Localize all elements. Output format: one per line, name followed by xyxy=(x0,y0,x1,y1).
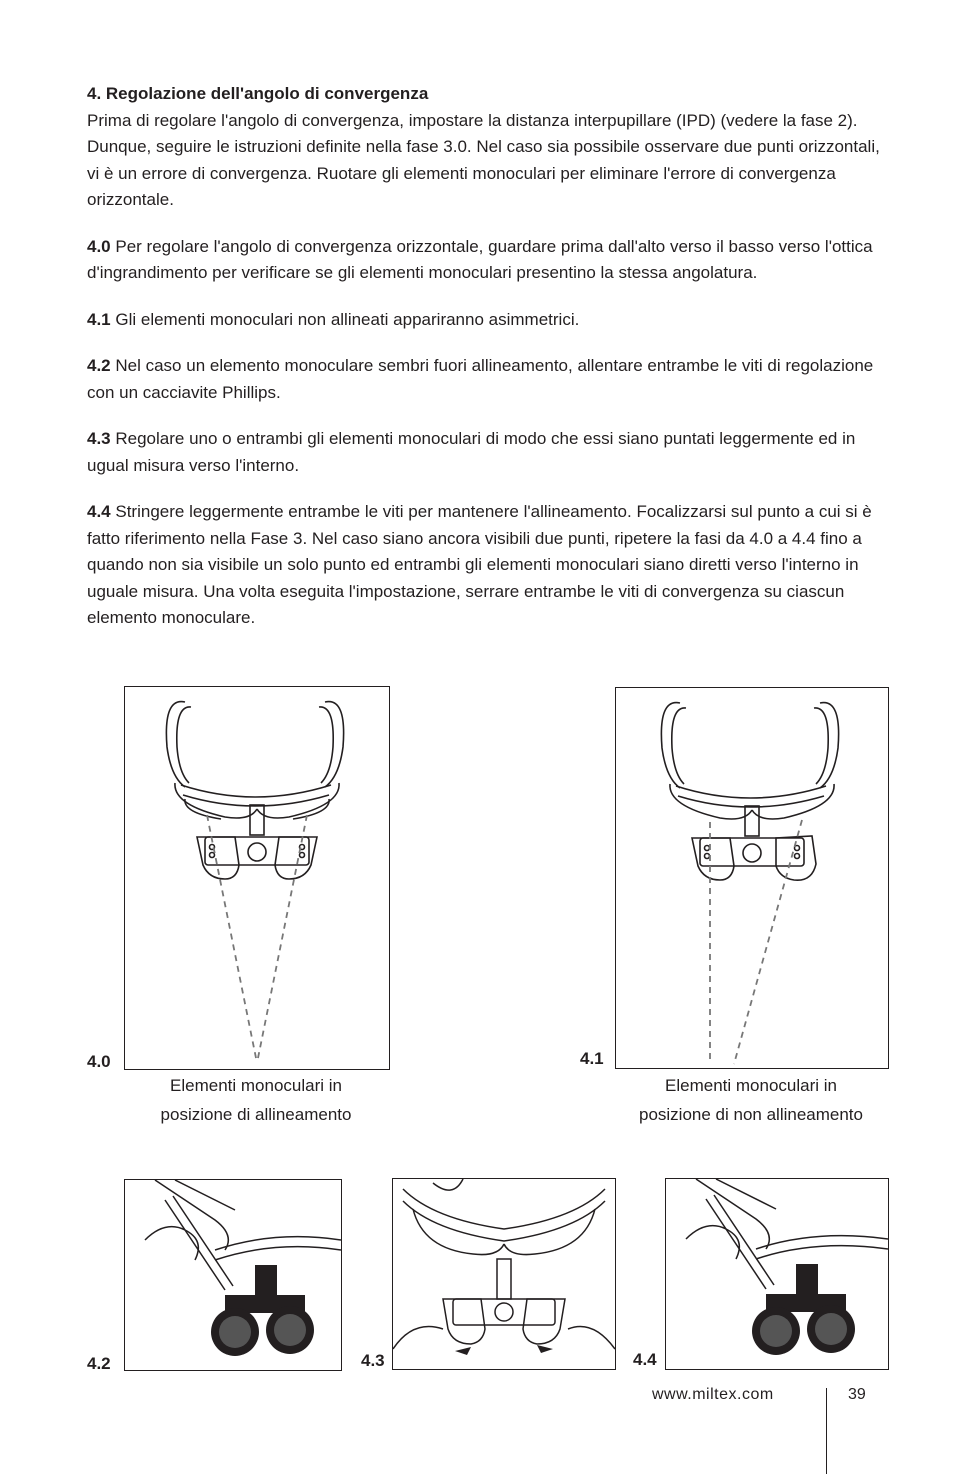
figure-label: 4.0 xyxy=(87,1052,111,1071)
figure-4-3-rotate-monoculars xyxy=(392,1178,616,1370)
caption-line: posizione di allineamento xyxy=(160,1105,352,1124)
screwdriver-loosen-illustration xyxy=(125,1180,341,1370)
step-text: Regolare uno o entrambi gli elementi monoculari di modo che essi siano puntati leggermente ed in ugual misura verso l'interno. xyxy=(87,429,856,475)
step-text: Stringere leggermente entrambe le viti per mantenere l'allineamento. Focalizzarsi sul punto a cui si è fatto riferimento nella Fase 3. Nel caso siano ancora visibili due punti, ripetere la fasi da 4.0 a 4.4 fino a quando non sia visibile un solo punto ed entrambi gli elementi monoculari siano diretti verso l'interno in uguale misura. Una volta eseguita l'impostazione, serrare entrambe le viti di convergenza su ciascun elemento monoculare. xyxy=(87,502,872,627)
section-heading: 4. Regolazione dell'angolo di convergenza xyxy=(87,84,429,103)
caption-line: Elementi monoculari in xyxy=(170,1076,342,1095)
loupe-aligned-illustration xyxy=(125,687,389,1069)
step-4-0 xyxy=(87,234,892,287)
step-text: Nel caso un elemento monoculare sembri fuori allineamento, allentare entrambe le viti di regolazione con un cacciavite Phillips. xyxy=(87,356,874,402)
step-number: 4.1 xyxy=(87,309,111,329)
instructions-text xyxy=(87,81,892,652)
loupe-misaligned-illustration xyxy=(616,688,888,1068)
figure-label: 4.4 xyxy=(633,1350,657,1369)
step-number: 4.4 xyxy=(87,502,111,521)
figure-caption xyxy=(124,1071,388,1129)
caption-line: Elementi monoculari in xyxy=(665,1076,837,1095)
step-number: 4.2 xyxy=(87,356,111,375)
figure-4-1-misaligned xyxy=(615,687,889,1069)
rotate-monoculars-illustration xyxy=(393,1179,615,1369)
step-4-3 xyxy=(87,426,892,479)
figure-4-2-loosen-screws xyxy=(124,1179,342,1371)
figure-4-0-aligned xyxy=(124,686,390,1070)
figure-label: 4.1 xyxy=(580,1049,604,1068)
footer-divider xyxy=(826,1388,827,1474)
footer-url: www.miltex.com xyxy=(652,1386,774,1403)
section-intro: Prima di regolare l'angolo di convergenza, impostare la distanza interpupillare (IPD) (vedere la fase 2). Dunque, seguire le istruzioni definite nella fase 3.0. Nel caso sia possibile osservare due punti orizzontali, vi è un errore di convergenza. Ruotare gli elementi monoculari per eliminare l'errore di convergenza orizzontale. xyxy=(87,110,880,209)
step-4-4 xyxy=(87,499,892,632)
figure-label: 4.3 xyxy=(361,1351,385,1370)
screwdriver-tighten-illustration xyxy=(666,1179,888,1369)
step-text: Per regolare l'angolo di convergenza orizzontale, guardare prima dall'alto verso il basso verso l'ottica d'ingrandimento per verificare se gli elementi monoculari presentino la stessa angolatura. xyxy=(87,236,873,282)
step-number: 4.3 xyxy=(87,429,111,448)
caption-line: posizione di non allineamento xyxy=(639,1105,863,1124)
figure-label: 4.2 xyxy=(87,1354,111,1373)
step-text: Gli elementi monoculari non allineati appariranno asimmetrici. xyxy=(115,309,580,329)
figure-caption xyxy=(615,1071,887,1129)
step-4-1 xyxy=(87,307,892,334)
figure-4-4-tighten-screws xyxy=(665,1178,889,1370)
step-4-2 xyxy=(87,353,892,406)
page-number: 39 xyxy=(848,1386,866,1403)
step-number: 4.0 xyxy=(87,236,111,256)
